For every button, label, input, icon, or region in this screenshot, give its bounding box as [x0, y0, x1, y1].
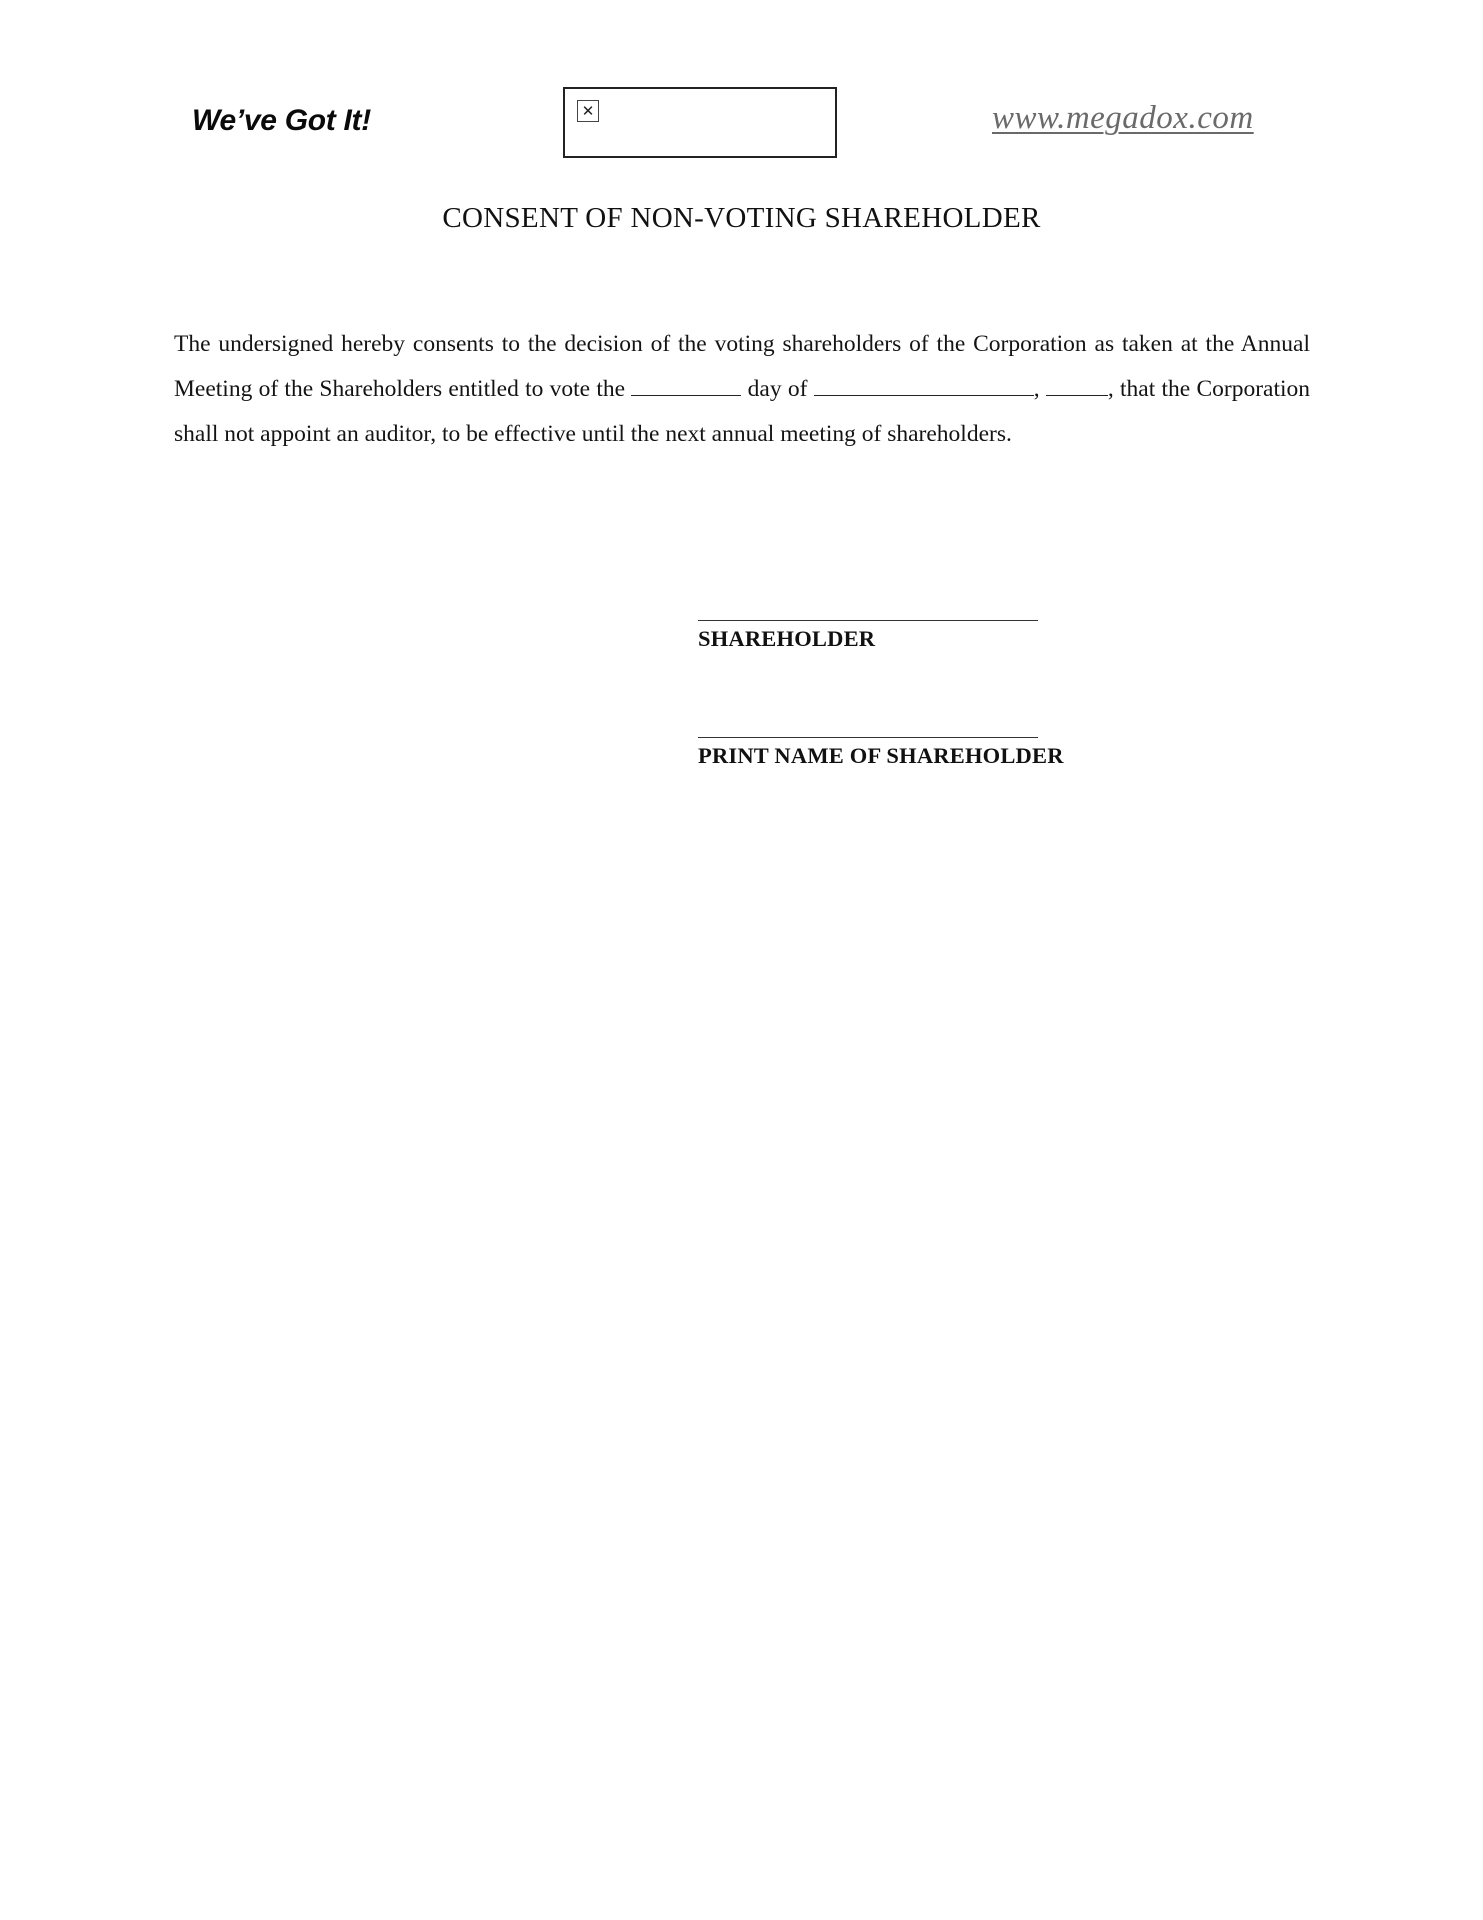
- paragraph-text-3: ,: [1033, 376, 1040, 402]
- paragraph-text-2: day of: [747, 376, 808, 402]
- print-name-label: PRINT NAME OF SHAREHOLDER: [698, 743, 1064, 768]
- day-blank: [631, 375, 741, 396]
- shareholder-signature-line: [698, 620, 1038, 621]
- tagline: We’ve Got It!: [192, 104, 371, 137]
- consent-paragraph: [174, 322, 1310, 457]
- month-blank: [814, 375, 1034, 396]
- shareholder-signature-label: SHAREHOLDER: [698, 626, 876, 651]
- logo-placeholder: [563, 87, 837, 158]
- broken-image-icon: ✕: [577, 100, 599, 122]
- year-blank: [1046, 375, 1108, 396]
- print-name-line: [698, 737, 1038, 738]
- website-link[interactable]: www.megadox.com: [992, 100, 1254, 136]
- paragraph-text-1: The undersigned hereby consents to the decision of the voting shareholders of the Corporation as taken at the Annual Meeting of the Shareholders entitled to vote the: [174, 331, 1310, 402]
- document-title: CONSENT OF NON-VOTING SHAREHOLDER: [442, 202, 1041, 234]
- paragraph-text-4: , that the Corporation shall not appoint an auditor, to be effective until the next annual meeting of shareholders.: [174, 376, 1311, 447]
